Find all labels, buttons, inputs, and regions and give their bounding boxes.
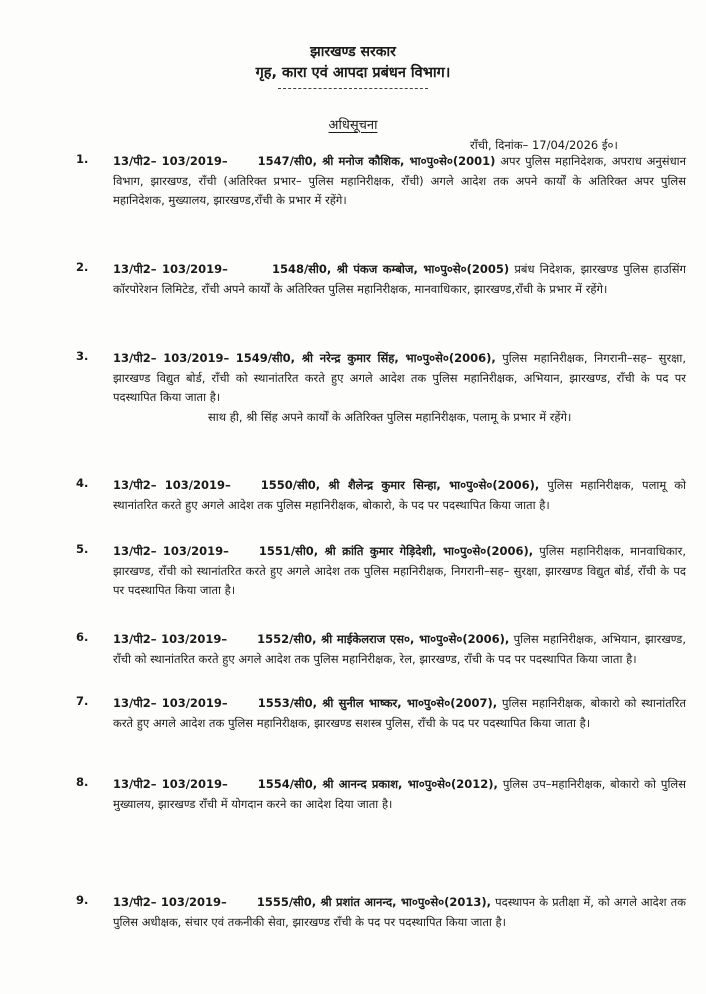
order-text: प्रबंध निदेशक, झारखण्ड पुलिस हाउसिंग कॉरपोरेशन लिमिटेड, राँची अपने कार्यों के अतिरिक्त पुलिस महानिरीक्षक, मानवाधिकार, झारखण्ड,राँची के प्रभार में रहेंगे।: [113, 262, 687, 296]
file-number: 13/पी2– 103/2019–: [113, 777, 228, 791]
order-text: पदस्थापन के प्रतीक्षा में, को अगले आदेश तक पुलिस अधीक्षक, संचार एवं तकनीकी सेवा, झारखण्ड राँची के पद पर पदस्थापित किया जाता है।: [113, 895, 686, 929]
order-text: पुलिस महानिरीक्षक, निगरानी–सह– सुरक्षा, झारखण्ड विद्युत बोर्ड, राँची को स्थानांतरित करते हुए अगले आदेश तक पुलिस महानिरीक्षक, अभियान, झारखण्ड, राँची के पद पर पदस्थापित किया जाता है।: [113, 351, 687, 404]
order-reference: 1549/सी0, श्री नरेन्द्र कुमार सिंह, भा०पु०से०(2006),: [235, 351, 496, 365]
order-item-5: [76, 542, 686, 601]
item-body: [113, 476, 686, 515]
file-number: 13/पी2– 103/2019–: [113, 544, 229, 558]
order-text: पुलिस महानिरीक्षक, अभियान, झारखण्ड, राँची को स्थानांतरित करते हुए अगले आदेश तक पुलिस महानिरीक्षक, रेल, झारखण्ड, राँची के पद पर पदस्थापित किया जाता है।: [113, 632, 686, 666]
order-text: पुलिस महानिरीक्षक, पलामू को स्थानांतरित करते हुए अगले आदेश तक पुलिस महानिरीक्षक, बोकारो, के पद पर पदस्थापित किया जाता है।: [113, 478, 687, 512]
order-reference: 1552/सी0, श्री माईकेलराज एस०, भा०पु०से०(2006),: [257, 632, 510, 646]
order-extra-text: साथ ही, श्री सिंह अपने कार्यों के अतिरिक्त पुलिस महानिरीक्षक, पलामू के प्रभार में रहेंगे।: [208, 409, 572, 424]
item-number: 8.: [76, 775, 89, 789]
file-number: 13/पी2– 103/2019–: [113, 351, 230, 365]
item-body: [113, 349, 686, 427]
file-number: 13/पी2– 103/2019–: [113, 895, 227, 909]
order-item-7: [76, 694, 686, 733]
item-body: [113, 260, 686, 299]
order-item-8: [76, 775, 686, 814]
file-number: 13/पी2– 103/2019–: [113, 478, 231, 492]
item-number: 1.: [76, 152, 89, 166]
item-number: 6.: [76, 630, 89, 644]
item-body: [113, 893, 686, 932]
notification-title: अधिसूचना: [328, 118, 378, 133]
item-number: 5.: [76, 542, 89, 556]
item-number: 9.: [76, 893, 89, 907]
place-date-line: राँची, दिनांक– 17/04/2026 ई०।: [470, 138, 618, 152]
file-number: 13/पी2– 103/2019–: [113, 154, 228, 168]
order-item-6: [76, 630, 686, 669]
order-text: पुलिस महानिरीक्षक, मानवाधिकार, झारखण्ड, राँची को स्थानांतरित करते हुए अगले आदेश तक पुलिस महानिरीक्षक, निगरानी–सह– सुरक्षा, झारखण्ड विद्युत बोर्ड, राँची के पद पर पदस्थापित किया जाता है।: [113, 544, 686, 597]
department-name: गृह, कारा एवं आपदा प्रबंधन विभाग।: [255, 65, 451, 81]
order-item-3: [76, 349, 686, 427]
file-number: 13/पी2– 103/2019–: [113, 262, 228, 276]
order-item-4: [76, 476, 686, 515]
order-reference: 1551/सी0, श्री क्रांति कुमार गेड़िदेशी, भा०पु०से०(2006),: [258, 544, 534, 558]
document-header: [0, 0, 706, 133]
item-number: 3.: [76, 349, 89, 363]
order-reference: 1553/सी0, श्री सुनील भाष्कर, भा०पु०से०(2007),: [257, 696, 498, 710]
file-number: 13/पी2– 103/2019–: [113, 632, 228, 646]
order-reference: 1550/सी0, श्री शैलेन्द्र कुमार सिन्हा, भा०पु०से०(2006),: [260, 478, 540, 492]
item-body: [113, 542, 686, 601]
government-name: झारखण्ड सरकार: [310, 44, 396, 60]
order-item-1: [76, 152, 686, 211]
item-number: 4.: [76, 476, 89, 490]
item-number: 7.: [76, 694, 89, 708]
order-text: पुलिस महानिरीक्षक, बोकारो को स्थानांतरित करते हुए अगले आदेश तक पुलिस महानिरीक्षक, झारखण्ड सशस्त्र पुलिस, राँची के पद पर पदस्थापित किया जाता है।: [113, 696, 686, 730]
item-number: 2.: [76, 260, 89, 274]
item-body: [113, 775, 686, 814]
order-item-9: [76, 893, 686, 932]
item-body: [113, 630, 686, 669]
order-reference: 1554/सी0, श्री आनन्द प्रकाश, भा०पु०से०(2012),: [257, 777, 498, 791]
order-reference: 1548/सी0, श्री पंकज कम्बोज, भा०पु०से०(2005): [271, 262, 510, 276]
order-text: पुलिस उप–महानिरीक्षक, बोकारो को पुलिस मुख्यालय, झारखण्ड राँची में योगदान करने का आदेश दिया जाता है।: [113, 777, 687, 811]
item-body: [113, 694, 686, 733]
order-text: अपर पुलिस महानिदेशक, अपराध अनुसंधान विभाग, झारखण्ड, राँची (अतिरिक्त प्रभार– पुलिस महानिरीक्षक, राँची) अगले आदेश तक अपने कार्यों के अतिरिक्त अपर पुलिस महानिदेशक, मुख्यालय, झारखण्ड,राँची के प्रभार में रहेंगे।: [113, 154, 687, 207]
order-item-2: [76, 260, 686, 299]
header-divider: [278, 88, 428, 89]
order-reference: 1555/सी0, श्री प्रशांत आनन्द, भा०पु०से०(2013),: [256, 895, 492, 909]
order-reference: 1547/सी0, श्री मनोज कौशिक, भा०पु०से०(2001): [257, 154, 496, 168]
item-body: [113, 152, 686, 211]
file-number: 13/पी2– 103/2019–: [113, 696, 228, 710]
